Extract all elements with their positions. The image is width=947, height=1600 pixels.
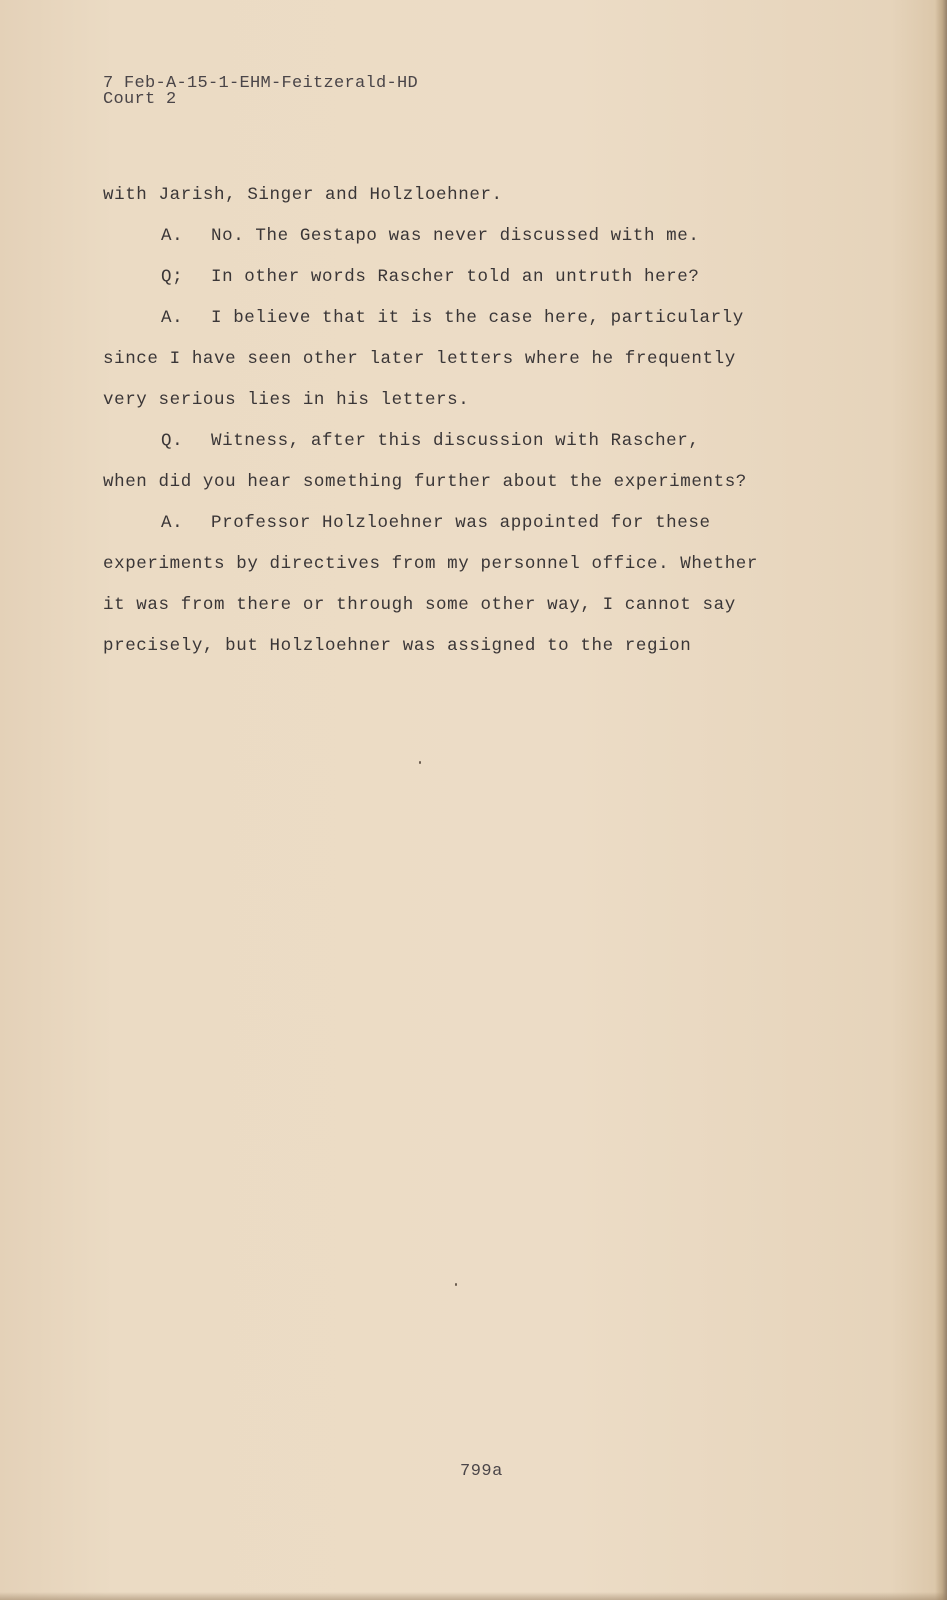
- transcript-body: [103, 175, 903, 667]
- paper-speck: [419, 761, 421, 764]
- page-number: 799a: [460, 1462, 503, 1481]
- question-line: [103, 257, 903, 298]
- transcript-line: precisely, but Holzloehner was assigned to the region: [103, 636, 692, 656]
- answer-line: [103, 298, 903, 339]
- transcript-line: very serious lies in his letters.: [103, 390, 470, 410]
- speaker-marker: Q.: [161, 431, 184, 451]
- line-text: Professor Holzloehner was appointed for these: [211, 513, 711, 533]
- transcript-line: it was from there or through some other way, I cannot say: [103, 595, 736, 615]
- line-text: No. The Gestapo was never discussed with me.: [211, 226, 700, 246]
- transcript-line: when did you hear something further about the experiments?: [103, 472, 747, 492]
- question-line: [103, 421, 903, 462]
- speaker-marker: A.: [161, 226, 184, 246]
- transcript-line: since I have seen other later letters where he frequently: [103, 349, 736, 369]
- paper-edge-right: [935, 0, 947, 1600]
- line-text: Witness, after this discussion with Rascher,: [211, 431, 700, 451]
- document-header: [103, 76, 418, 108]
- speaker-marker: A.: [161, 308, 184, 328]
- speaker-marker: A.: [161, 513, 184, 533]
- transcript-line: experiments by directives from my personnel office. Whether: [103, 554, 759, 574]
- speaker-marker: Q;: [161, 267, 184, 287]
- answer-line: [103, 503, 903, 544]
- paper-edge-bottom: [0, 1592, 947, 1600]
- header-court: Court 2: [103, 90, 177, 109]
- line-text: I believe that it is the case here, particularly: [211, 308, 744, 328]
- line-text: In other words Rascher told an untruth here?: [211, 267, 700, 287]
- paper-speck: [455, 1283, 457, 1286]
- transcript-line: with Jarish, Singer and Holzloehner.: [103, 185, 503, 205]
- header-reference: 7 Feb-A-15-1-EHM-Feitzerald-HD: [103, 74, 419, 93]
- answer-line: [103, 216, 903, 257]
